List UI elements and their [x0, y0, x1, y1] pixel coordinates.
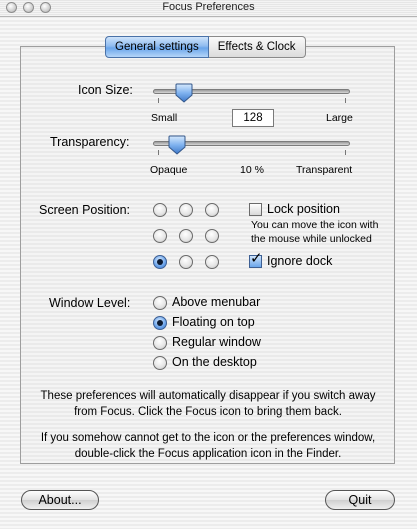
tab-bar [105, 36, 306, 58]
position-middle-center-radio[interactable] [179, 229, 193, 243]
window-level-option-label[interactable]: Floating on top [172, 315, 255, 329]
window-titlebar [0, 0, 417, 17]
transparency-value: 10 % [240, 164, 264, 176]
tab-general-settings[interactable]: General settings [105, 36, 209, 58]
position-middle-right-radio[interactable] [205, 229, 219, 243]
slider-tick [345, 98, 346, 103]
window-level-label: Window Level: [49, 296, 131, 310]
position-top-center-radio[interactable] [179, 203, 193, 217]
ignore-dock-label[interactable]: Ignore dock [267, 254, 333, 268]
transparency-min-label: Opaque [150, 164, 188, 176]
position-top-right-radio[interactable] [205, 203, 219, 217]
window-level-floating-radio[interactable] [153, 316, 167, 330]
icon-size-slider-thumb[interactable] [175, 83, 193, 103]
window-level-desktop-radio[interactable] [153, 356, 167, 370]
icon-size-max-label: Large [326, 112, 353, 124]
info-line: double-click the Focus application icon in the Finder. [74, 448, 342, 460]
info-paragraph-2 [22, 430, 394, 462]
screen-position-label: Screen Position: [39, 203, 131, 217]
icon-size-value-field[interactable] [232, 109, 274, 127]
slider-tick [345, 150, 346, 155]
window-level-option-label[interactable]: Above menubar [172, 295, 261, 309]
position-bottom-left-radio[interactable] [153, 255, 167, 269]
lock-position-label[interactable]: Lock position [267, 202, 340, 216]
window-level-regular-radio[interactable] [153, 336, 167, 350]
quit-button[interactable]: Quit [325, 490, 395, 510]
position-bottom-right-radio[interactable] [205, 255, 219, 269]
position-middle-left-radio[interactable] [153, 229, 167, 243]
info-line: from Focus. Click the Focus icon to bring them back. [74, 406, 342, 418]
lock-hint-line2: the mouse while unlocked [251, 233, 372, 245]
slider-tick [158, 150, 159, 155]
window-title: Focus Preferences [162, 1, 255, 13]
window-level-above-menubar-radio[interactable] [153, 296, 167, 310]
info-line: If you somehow cannot get to the icon or the preferences window, [40, 432, 376, 444]
transparency-label: Transparency: [50, 135, 130, 149]
position-top-left-radio[interactable] [153, 203, 167, 217]
transparency-max-label: Transparent [296, 164, 353, 176]
position-bottom-center-radio[interactable] [179, 255, 193, 269]
window-level-option-label[interactable]: Regular window [172, 335, 261, 349]
icon-size-label: Icon Size: [78, 83, 133, 97]
lock-position-checkbox[interactable] [249, 203, 262, 216]
ignore-dock-checkbox[interactable] [249, 250, 263, 268]
lock-hint-line1: You can move the icon with [251, 219, 379, 231]
checkmark-icon: ✓ [250, 250, 263, 267]
transparency-slider-thumb[interactable] [168, 135, 186, 155]
window-level-option-label[interactable]: On the desktop [172, 355, 257, 369]
slider-tick [158, 98, 159, 103]
about-button[interactable]: About... [21, 490, 99, 510]
tab-effects-clock[interactable]: Effects & Clock [209, 36, 306, 58]
info-paragraph-1 [22, 388, 394, 420]
info-line: These preferences will automatically disappear if you switch away [40, 390, 376, 402]
icon-size-min-label: Small [151, 112, 178, 124]
